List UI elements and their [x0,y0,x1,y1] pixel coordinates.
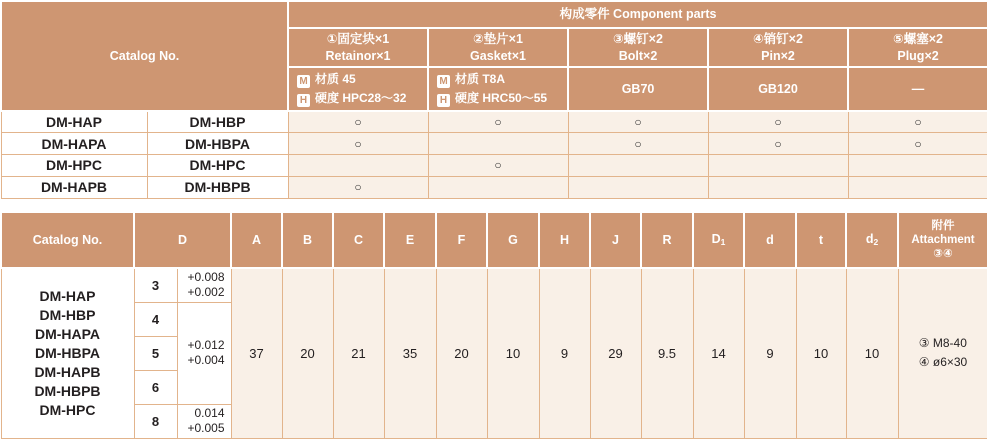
table-row [1,133,987,155]
table-row [1,155,987,177]
d-size-cell: 3 [134,268,177,302]
mark-cell: ○ [288,176,428,198]
plug-cn-label: ⑤螺塞×2 [893,31,943,46]
table-row [1,268,987,302]
d-size-cell: 4 [134,302,177,336]
mark-cell [708,176,848,198]
dimensions-table [0,211,987,439]
retainer-hardness: 硬度 HPC28～32 [315,91,407,105]
mark-cell: ○ [568,111,708,133]
mark-cell: ○ [288,111,428,133]
attachment-cell [898,268,987,438]
attachment-en-label: Attachment [911,234,975,246]
gasket-hardness: 硬度 HRC50～55 [455,91,548,105]
spec-pin-standard: GB120 [708,67,848,111]
material-m-icon: M [437,75,450,88]
col-header-c: C [333,212,384,268]
material-m-icon: M [297,75,310,88]
model-name: DM-HPC [39,401,96,418]
mark-cell [708,155,848,177]
attachment-ref-label: ③④ [933,248,953,260]
catalog-cell: DM-HPC [1,155,147,177]
value-cell-h: 9 [539,268,590,438]
col-header-j: J [590,212,641,268]
attachment-cn-label: 附件 [931,220,955,232]
component-parts-table [0,0,987,199]
value-cell-r: 9.5 [641,268,693,438]
mark-cell [428,176,568,198]
value-cell-a: 37 [231,268,282,438]
catalog-cell: DM-HBP [147,111,288,133]
model-name: DM-HBPA [34,344,101,361]
d-size-cell: 5 [134,336,177,370]
value-cell-t: 10 [796,268,846,438]
col-header-pin [708,28,848,67]
catalog-cell: DM-HBPA [147,133,288,155]
catalog-models-cell [1,268,134,438]
col-header-attachment [898,212,987,268]
mark-cell: ○ [568,133,708,155]
value-cell-j: 29 [590,268,641,438]
bolt-en-label: Bolt×2 [618,48,658,63]
model-name: DM-HAPB [34,363,101,380]
value-cell-d-small: 9 [744,268,796,438]
gasket-en-label: Gasket×1 [470,48,526,63]
catalog-no-header: Catalog No. [1,1,288,111]
catalog-cell: DM-HAP [1,111,147,133]
col-header-h: H [539,212,590,268]
col-header-a: A [231,212,282,268]
mark-cell: ○ [288,133,428,155]
mark-cell: ○ [848,111,987,133]
value-cell-c: 21 [333,268,384,438]
col-header-d2: $d_2$ [846,212,898,268]
model-name: DM-HAPA [34,325,101,342]
mark-cell: ○ [708,133,848,155]
model-name: DM-HAP [39,287,96,304]
mark-cell: ○ [428,111,568,133]
catalog-cell: DM-HAPA [1,133,147,155]
model-name: DM-HBP [39,306,96,323]
col-header-d-small: d [744,212,796,268]
bolt-cn-label: ③螺钉×2 [613,31,663,46]
component-parts-header: 构成零件 Component parts [288,1,987,28]
retainer-en-label: Retainor×1 [325,48,391,63]
plug-en-label: Plug×2 [897,48,939,63]
mark-cell: ○ [428,155,568,177]
attachment-item-4: ④ ø6×30 [918,355,968,370]
d-tolerance-cell: +0.012 +0.004 [177,302,231,404]
d-tolerance-cell: 0.014 +0.005 [177,404,231,438]
mark-cell [288,155,428,177]
gasket-cn-label: ②垫片×1 [473,31,523,46]
mark-cell: ○ [848,133,987,155]
mark-cell [568,155,708,177]
pin-cn-label: ④销钉×2 [753,31,803,46]
catalog-no-header: Catalog No. [1,212,134,268]
table-row [1,111,987,133]
attachment-item-3: ③ M8-40 [918,336,967,351]
col-header-plug [848,28,987,67]
spec-bolt-standard: GB70 [568,67,708,111]
mark-cell [568,176,708,198]
retainer-cn-label: ①固定块×1 [326,31,390,46]
catalog-cell: DM-HAPB [1,176,147,198]
model-name: DM-HBPB [34,382,101,399]
spec-gasket [428,67,568,111]
table-row [1,176,987,198]
col-header-e: E [384,212,436,268]
gasket-material: 材质 T8A [455,72,506,86]
col-header-gasket [428,28,568,67]
value-cell-e: 35 [384,268,436,438]
col-header-bolt [568,28,708,67]
pin-en-label: Pin×2 [761,48,795,63]
col-header-t: t [796,212,846,268]
col-header-d1: $D_1$ [693,212,744,268]
col-header-g: G [487,212,539,268]
catalog-cell: DM-HPC [147,155,288,177]
spec-plug-standard: — [848,67,987,111]
hardness-h-icon: H [297,94,310,107]
d-size-cell: 6 [134,370,177,404]
col-header-f: F [436,212,487,268]
mark-cell [848,155,987,177]
retainer-material: 材质 45 [315,72,356,86]
hardness-h-icon: H [437,94,450,107]
catalog-cell: DM-HBPB [147,176,288,198]
value-cell-g: 10 [487,268,539,438]
col-header-d: D [134,212,231,268]
value-cell-b: 20 [282,268,333,438]
value-cell-f: 20 [436,268,487,438]
mark-cell: ○ [708,111,848,133]
mark-cell [848,176,987,198]
col-header-retainer [288,28,428,67]
col-header-r: R [641,212,693,268]
d-size-cell: 8 [134,404,177,438]
d-tolerance-cell: +0.008 +0.002 [177,268,231,302]
mark-cell [428,133,568,155]
spec-retainer [288,67,428,111]
col-header-b: B [282,212,333,268]
value-cell-d2: 10 [846,268,898,438]
value-cell-d1: 14 [693,268,744,438]
